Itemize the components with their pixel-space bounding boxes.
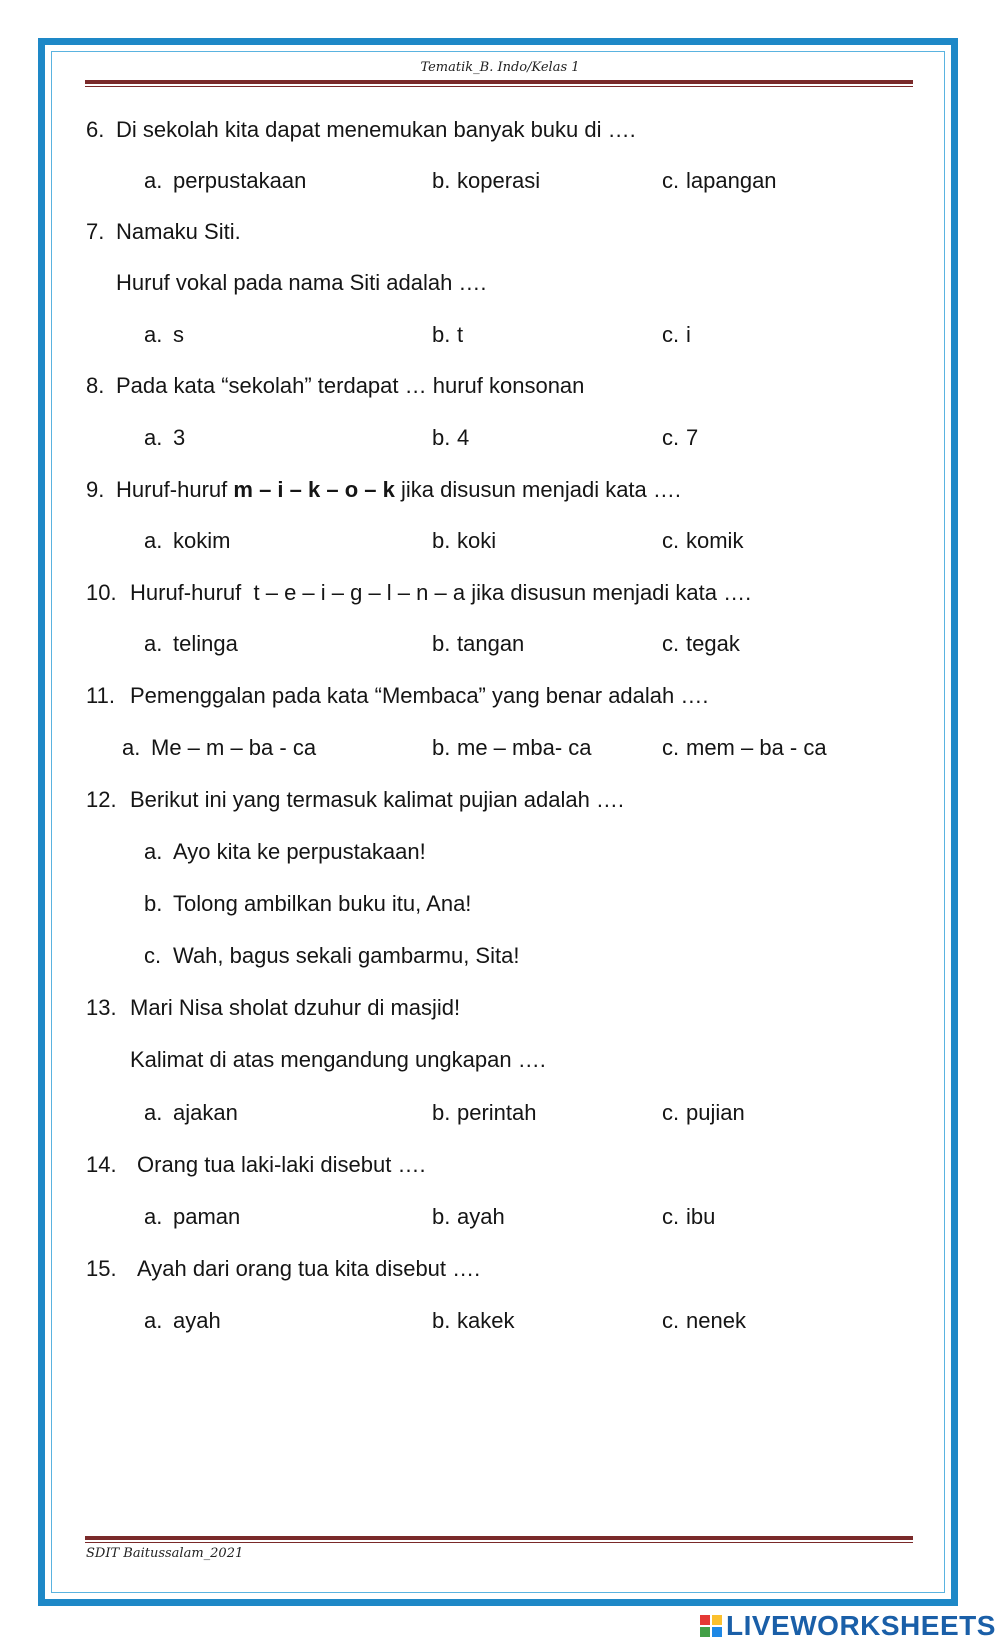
q15-option-c: nenek [686, 1308, 746, 1333]
q14-option-b-letter: b. [432, 1204, 451, 1229]
q7-option-a-letter: a. [144, 322, 163, 347]
q14-option-a-letter: a. [144, 1204, 163, 1229]
q6-option-c-letter: c. [662, 168, 680, 193]
q11-option-a: Me – m – ba - ca [151, 735, 317, 760]
question-12-number: 12. [86, 787, 117, 812]
q13-option-c: pujian [686, 1100, 745, 1125]
q10-option-a-letter: a. [144, 631, 163, 656]
q10-option-b: tangan [457, 631, 525, 656]
q12-option-c: Wah, bagus sekali gambarmu, Sita! [173, 943, 520, 968]
question-9-suffix: jika disusun menjadi kata …. [400, 477, 681, 502]
q15-option-c-letter: c. [662, 1308, 680, 1333]
q10-option-c: tegak [686, 631, 740, 656]
question-8-number: 8. [86, 373, 105, 398]
q9-option-a-letter: a. [144, 528, 163, 553]
liveworksheets-logo-text: LIVEWORKSHEETS [726, 1610, 996, 1641]
q12-option-b: Tolong ambilkan buku itu, Ana! [173, 891, 472, 916]
q7-option-b: t [457, 322, 464, 347]
q7-option-c: i [686, 322, 691, 347]
q8-option-a-letter: a. [144, 425, 163, 450]
q9-option-a: kokim [173, 528, 231, 553]
q15-option-b: kakek [457, 1308, 515, 1333]
q7-option-b-letter: b. [432, 322, 451, 347]
question-15-text: Ayah dari orang tua kita disebut …. [137, 1256, 481, 1281]
q13-option-b: perintah [457, 1100, 537, 1125]
q12-option-a-letter: a. [144, 839, 163, 864]
question-8-text: Pada kata “sekolah” terdapat … huruf konsonan [116, 373, 585, 398]
q6-option-b: koperasi [457, 168, 541, 193]
q13-option-a: ajakan [173, 1100, 238, 1125]
header-rule [85, 80, 913, 87]
q8-option-a: 3 [173, 425, 186, 450]
q8-option-b: 4 [457, 425, 470, 450]
liveworksheets-logo [700, 1610, 996, 1642]
q13-option-b-letter: b. [432, 1100, 451, 1125]
question-10-number: 10. [86, 580, 117, 605]
question-11-text: Pemenggalan pada kata “Membaca” yang benar adalah …. [130, 683, 709, 708]
logo-square-blue [712, 1627, 722, 1637]
q11-option-c-letter: c. [662, 735, 680, 760]
question-6-number: 6. [86, 117, 105, 142]
q6-option-c: lapangan [686, 168, 777, 193]
q7-option-a: s [173, 322, 184, 347]
q14-option-b: ayah [457, 1204, 505, 1229]
question-10-text: Huruf-huruf t – e – i – g – l – n – a jika disusun menjadi kata …. [130, 580, 752, 605]
footer-rule [85, 1536, 913, 1543]
q9-option-b: koki [457, 528, 497, 553]
q9-option-b-letter: b. [432, 528, 451, 553]
logo-square-green [700, 1627, 710, 1637]
q10-option-c-letter: c. [662, 631, 680, 656]
q9-option-c-letter: c. [662, 528, 680, 553]
q15-option-a: ayah [173, 1308, 221, 1333]
question-13-text: Mari Nisa sholat dzuhur di masjid! [130, 995, 461, 1020]
question-9-letters: m – i – k – o – k [233, 477, 395, 502]
q11-option-b-letter: b. [432, 735, 451, 760]
footer-text: SDIT Baitussalam_2021 [86, 1546, 244, 1561]
question-9-number: 9. [86, 477, 105, 502]
q12-option-c-letter: c. [144, 943, 162, 968]
q8-option-c: 7 [686, 425, 699, 450]
q11-option-b: me – mba- ca [457, 735, 592, 760]
question-7-text-2: Huruf vokal pada nama Siti adalah …. [116, 270, 487, 295]
q9-option-c: komik [686, 528, 744, 553]
q10-option-b-letter: b. [432, 631, 451, 656]
q14-option-c: ibu [686, 1204, 716, 1229]
q13-option-a-letter: a. [144, 1100, 163, 1125]
q12-option-b-letter: b. [144, 891, 163, 916]
q8-option-c-letter: c. [662, 425, 680, 450]
question-7-number: 7. [86, 219, 105, 244]
q11-option-a-letter: a. [122, 735, 141, 760]
q6-option-b-letter: b. [432, 168, 451, 193]
q13-option-c-letter: c. [662, 1100, 680, 1125]
q6-option-a-letter: a. [144, 168, 163, 193]
question-13-text-2: Kalimat di atas mengandung ungkapan …. [130, 1047, 546, 1072]
header-title: Tematik_B. Indo/Kelas 1 [420, 60, 580, 75]
q11-option-c: mem – ba - ca [686, 735, 827, 760]
question-11-number: 11. [86, 683, 115, 708]
question-7-text: Namaku Siti. [116, 219, 241, 244]
q14-option-c-letter: c. [662, 1204, 680, 1229]
question-6-text: Di sekolah kita dapat menemukan banyak buku di …. [116, 117, 636, 142]
logo-square-red [700, 1615, 710, 1625]
question-12-text: Berikut ini yang termasuk kalimat pujian adalah …. [130, 787, 625, 812]
question-14-text: Orang tua laki-laki disebut …. [137, 1152, 426, 1177]
question-14-number: 14. [86, 1152, 117, 1177]
logo-square-yellow [712, 1615, 722, 1625]
q12-option-a: Ayo kita ke perpustakaan! [173, 839, 426, 864]
question-9-prefix: Huruf-huruf [116, 477, 228, 502]
q7-option-c-letter: c. [662, 322, 680, 347]
q6-option-a: perpustakaan [173, 168, 307, 193]
question-9-text [116, 477, 681, 503]
question-15-number: 15. [86, 1256, 117, 1281]
liveworksheets-logo-icon [700, 1615, 722, 1637]
q8-option-b-letter: b. [432, 425, 451, 450]
q10-option-a: telinga [173, 631, 238, 656]
question-13-number: 13. [86, 995, 117, 1020]
q15-option-b-letter: b. [432, 1308, 451, 1333]
q14-option-a: paman [173, 1204, 241, 1229]
q15-option-a-letter: a. [144, 1308, 163, 1333]
